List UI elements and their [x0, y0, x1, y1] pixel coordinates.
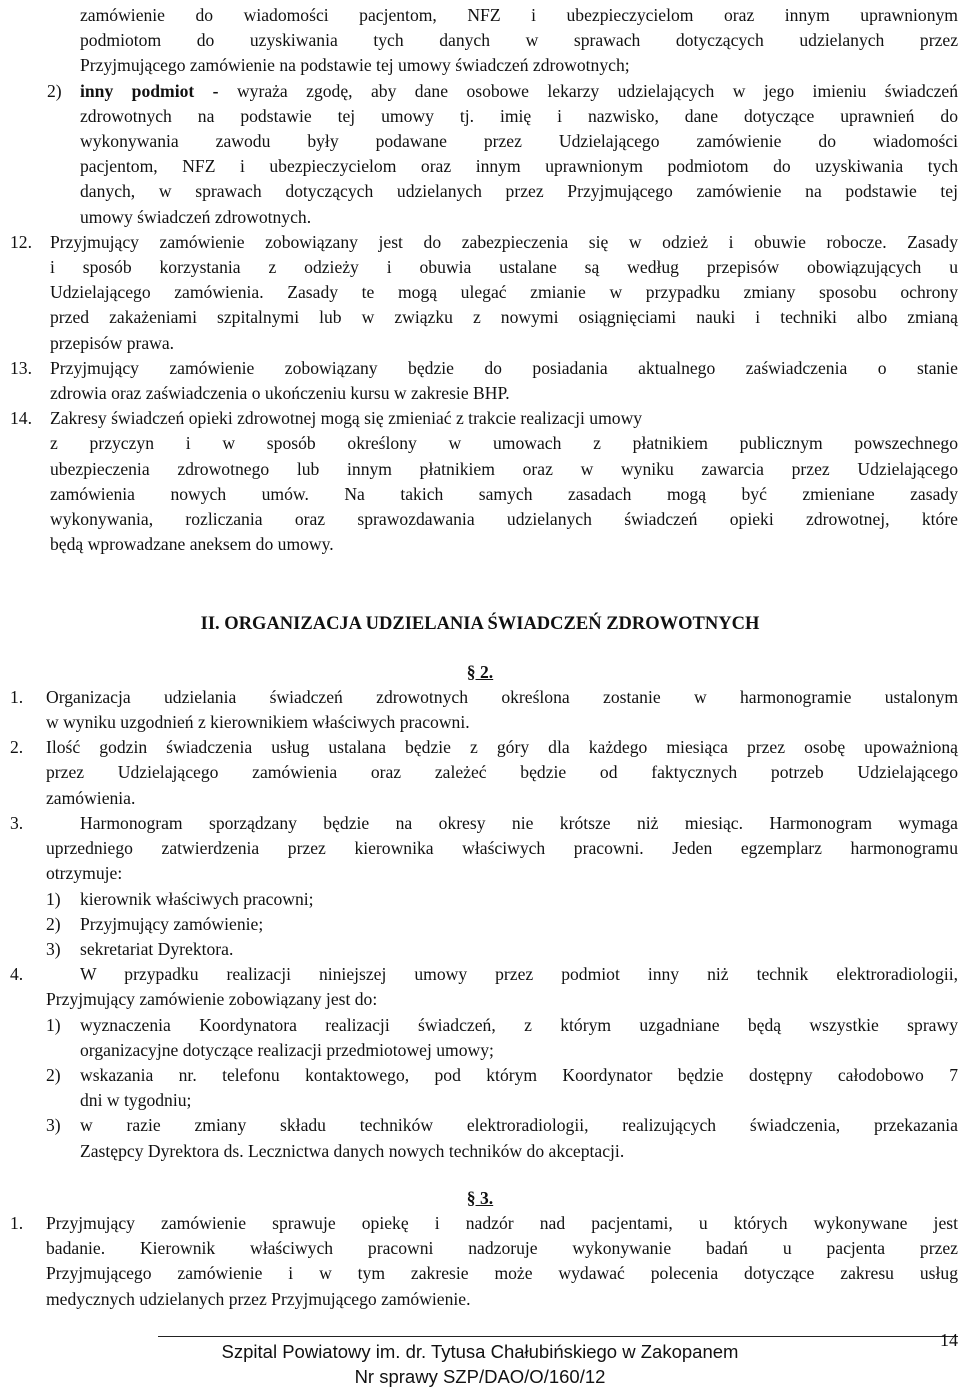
sub-number: 2): [46, 913, 61, 934]
page-number: 14: [940, 1330, 958, 1350]
text-line: zamówienia.: [46, 787, 136, 808]
text-line: Zastępcy Dyrektora ds. Lecznictwa danych nowych techników do akceptacji.: [80, 1140, 625, 1161]
text-line: badanie. Kierownik właściwych pracowni nadzoruje wykonywanie badań u pacjenta przez: [46, 1238, 958, 1259]
text-span: Harmonogram sporządzany będzie na okresy nie krótsze niż miesiąc. Harmonogram wymaga: [80, 812, 958, 833]
text-line: zamówienie do wiadomości pacjentom, NFZ i ubezpieczycielom oraz innym uprawnionym: [80, 5, 958, 25]
bold-term: inny podmiot -: [80, 80, 219, 101]
list-number: 2): [47, 80, 62, 101]
list-number: 1.: [10, 1212, 24, 1233]
s2-item-4: [0, 962, 958, 1012]
text-line: zdrowia oraz zaświadczenia o ukończeniu kursu w zakresie BHP.: [50, 383, 510, 404]
sub-number: 1): [46, 1014, 61, 1035]
paragraph-12: [0, 230, 958, 356]
paragraph-title: § 3.: [466, 1187, 494, 1208]
sub-list-item: [0, 937, 958, 962]
section-heading: II. ORGANIZACJA UDZIELANIA ŚWIADCZEŃ ZDROWOTNYCH: [200, 614, 760, 635]
text-line: otrzymuje:: [46, 863, 123, 884]
text-span: W przypadku realizacji niniejszej umowy przez podmiot inny niż technik elektroradiologii,: [80, 964, 958, 985]
text-line: z przyczyn i w sposób określony w umowach z płatnikiem publicznym powszechnego: [50, 433, 958, 454]
sub-list-item: [0, 1113, 958, 1163]
text-line: przepisów prawa.: [50, 332, 175, 353]
document-page: [0, 3, 960, 1312]
text-line: medycznych udzielanych przez Przyjmującego zamówienie.: [46, 1288, 471, 1309]
text-line: Przyjmujący zamówienie zobowiązany jest do:: [46, 989, 378, 1010]
paragraph-14: [0, 406, 958, 557]
text-line: Udzielającego zamówienia. Zasady te mogą ulegać zmianie w przypadku zmiany sposobu ochrony: [50, 282, 958, 303]
footer-rule: [158, 1336, 958, 1337]
text-line: sekretariat Dyrektora.: [80, 938, 234, 959]
text-line: ubezpieczenia zdrowotnego lub innym płatnikiem oraz w wyniku zawarcia przez Udzielającego: [50, 458, 958, 479]
list-number: 3.: [10, 812, 24, 833]
paragraph-number: 12.: [10, 231, 32, 252]
paragraph-13: [0, 356, 958, 406]
sub-list-item: [0, 912, 958, 937]
continuation-paragraph: [0, 3, 960, 79]
text-line: w razie zmiany składu techników elektroradiologii, realizujących świadczenia, przekazania: [80, 1115, 958, 1136]
s2-item-2: [0, 735, 958, 811]
sub-list-item: [0, 1063, 958, 1113]
list-item-2: [0, 79, 958, 230]
text-line: będą wprowadzane aneksem do umowy.: [50, 534, 334, 555]
text-line: wykonywania, rozliczania oraz sprawozdawania udzielanych świadczeń opieki zdrowotnej, które: [50, 509, 958, 530]
footer-hospital-name: Szpital Powiatowy im. dr. Tytusa Chałubińskiego w Zakopanem: [221, 1341, 739, 1362]
footer-case-number: Nr sprawy SZP/DAO/O/160/12: [354, 1366, 606, 1387]
sub-list-item: [0, 887, 958, 912]
s2-item-3: [0, 811, 958, 887]
text-line: wykonywania zawodu były podawane przez Udzielającego zamówienie do wiadomości: [80, 131, 958, 152]
s2-item-1: [0, 685, 958, 735]
page-footer: [0, 1330, 960, 1395]
text-line: umowy świadczeń zdrowotnych.: [80, 206, 312, 227]
text-line: [46, 962, 958, 987]
sub-list-item: [0, 1013, 958, 1063]
sub-number: 1): [46, 888, 61, 909]
text-line: [80, 79, 958, 104]
text-line: dni w tygodniu;: [80, 1090, 192, 1111]
text-line: i sposób korzystania z odzieży i obuwia ustalane są według przepisów obowiązujących u: [50, 257, 958, 278]
text-line: wyznaczenia Koordynatora realizacji świadczeń, z którym uzgadniane będą wszystkie sprawy: [80, 1014, 958, 1035]
text-line: podmiotom do uzyskiwania tych danych w sprawach dotyczących udzielanych przez: [80, 30, 958, 51]
text-span: wyraża zgodę, aby dane osobowe lekarzy udzielających w jego imieniu świadczeń: [218, 80, 959, 101]
s3-item-1: [0, 1211, 958, 1312]
text-line: Przyjmujący zamówienie zobowiązany jest do zabezpieczenia się w odzież i obuwie robocze. Zasady: [50, 231, 958, 252]
text-line: przez Udzielającego zamówienia oraz zależeć będzie od faktycznych potrzeb Udzielającego: [46, 762, 958, 783]
text-line: Przyjmującego zamówienie na podstawie tej umowy świadczeń zdrowotnych;: [80, 55, 630, 76]
text-line: [46, 811, 958, 836]
text-line: pacjentom, NFZ i ubezpieczycielom oraz innym uprawnionym podmiotom do uzyskiwania tych: [80, 156, 958, 177]
list-number: 1.: [10, 686, 24, 707]
text-line: zdrowotnych na podstawie tej umowy tj. imię i nazwisko, dane dotyczące uprawnień do: [80, 105, 958, 126]
list-number: 4.: [10, 964, 24, 985]
text-line: danych, w sprawach dotyczących udzielanych przez Przyjmującego zamówienie na podstawie tej: [80, 181, 958, 202]
sub-number: 3): [46, 938, 61, 959]
paragraph-number: 14.: [10, 408, 32, 429]
text-line: uprzedniego zatwierdzenia przez kierownika właściwych pracowni. Jeden egzemplarz harmonogramu: [46, 838, 958, 859]
text-line: Organizacja udzielania świadczeń zdrowotnych określona zostanie w harmonogramie ustalonym: [46, 686, 958, 707]
sub-number: 3): [46, 1115, 61, 1136]
text-line: w wyniku uzgodnień z kierownikiem właściwych pracowni.: [46, 712, 470, 733]
paragraph-title: § 2.: [466, 661, 494, 682]
text-line: Przyjmującego zamówienie i w tym zakresie może wydawać polecenia dotyczące zakresu usług: [46, 1263, 958, 1284]
text-line: wskazania nr. telefonu kontaktowego, pod którym Koordynator będzie dostępny całodobowo 7: [80, 1064, 958, 1085]
list-number: 2.: [10, 737, 24, 758]
text-line: przed zakażeniami szpitalnymi lub w związku z nowymi osiągnięciami nauki i techniki albo zmianą: [50, 307, 958, 328]
text-line: Ilość godzin świadczenia usług ustalana będzie z góry dla każdego miesiąca przez osobę upoważnioną: [46, 737, 958, 758]
text-line: Przyjmujący zamówienie zobowiązany będzie do posiadania aktualnego zaświadczenia o stanie: [50, 357, 958, 378]
text-line: Przyjmujący zamówienie sprawuje opiekę i nadzór nad pacjentami, u których wykonywane jest: [46, 1212, 958, 1233]
text-line: Zakresy świadczeń opieki zdrowotnej mogą się zmieniać z trakcie realizacji umowy: [50, 408, 643, 429]
text-line: organizacyjne dotyczące realizacji przedmiotowej umowy;: [80, 1039, 494, 1060]
sub-number: 2): [46, 1064, 61, 1085]
text-line: zamówienia nowych umów. Na takich samych zasadach mogą być zmieniane zasady: [50, 483, 958, 504]
text-line: kierownik właściwych pracowni;: [80, 888, 314, 909]
text-line: Przyjmujący zamówienie;: [80, 913, 264, 934]
paragraph-number: 13.: [10, 357, 32, 378]
